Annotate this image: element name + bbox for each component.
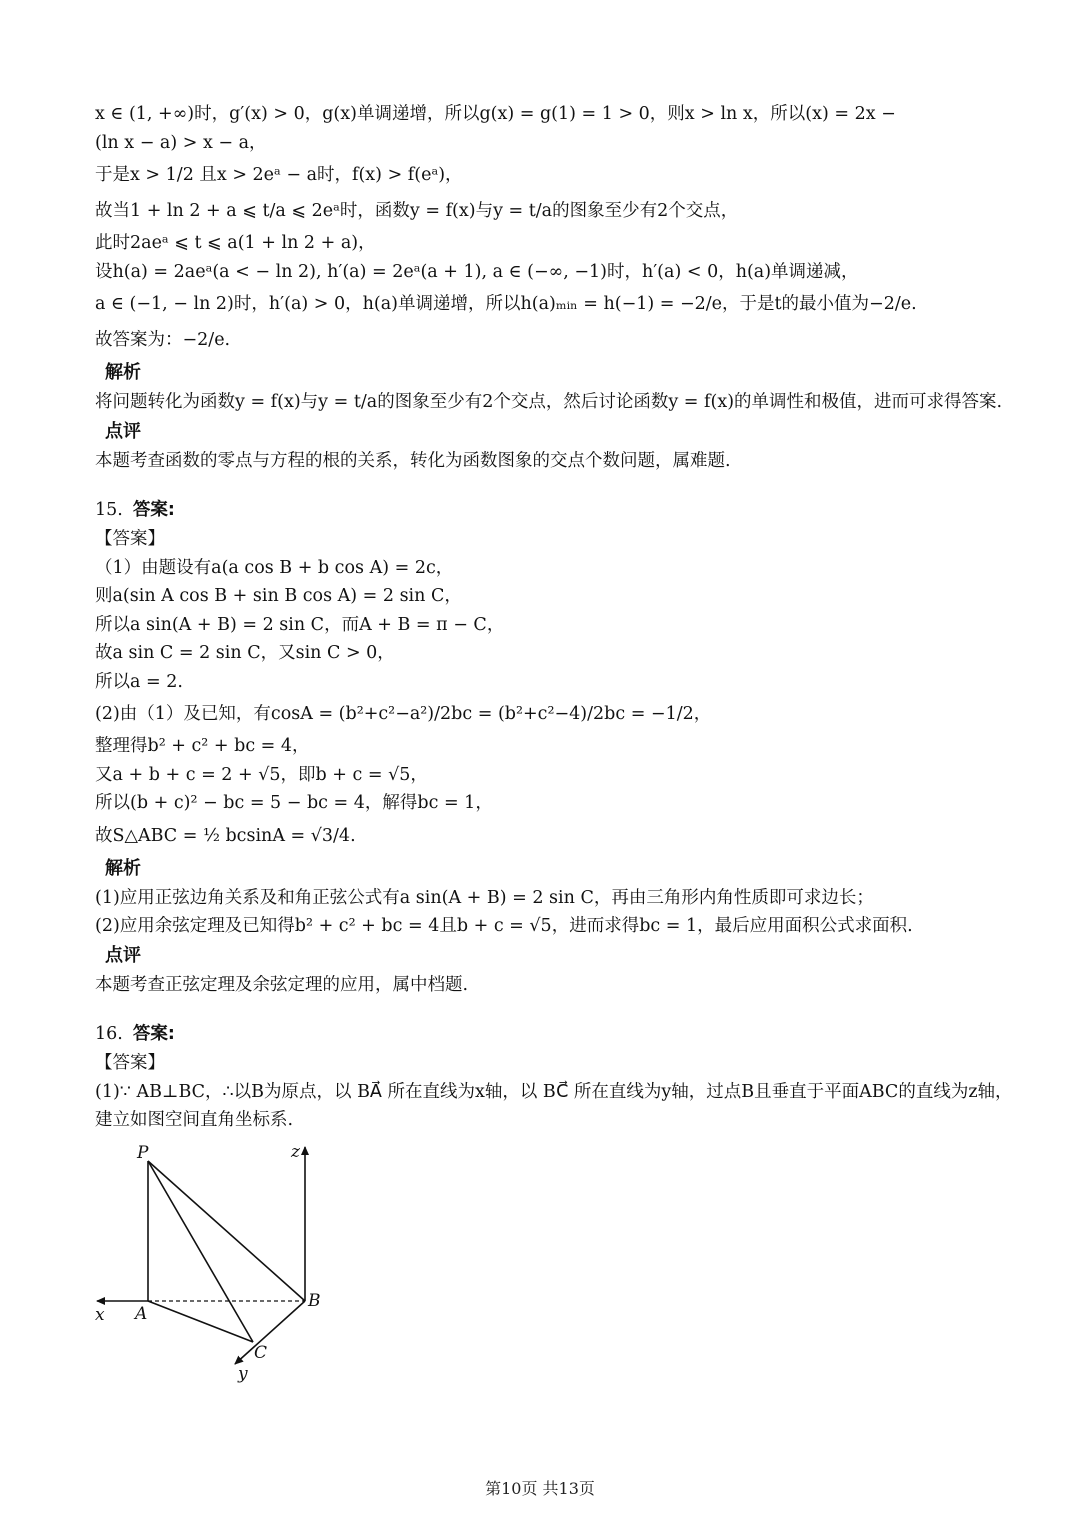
text-line: 设h(a) = 2aeᵃ(a < − ln 2), h′(a) = 2eᵃ(a + 1), a ∈ (−∞, −1)时，h′(a) < 0，h(a)单调递减， [95,261,859,282]
edge-PB [148,1161,305,1301]
label-B: B [308,1290,321,1311]
text-line: 又a + b + c = 2 + √5，即b + c = √5， [95,764,428,785]
question-title: 答案: [132,1024,175,1044]
text-line: (2)应用余弦定理及已知得b² + c² + bc = 4且b + c = √5，进而求得bc = 1，最后应用面积公式求面积. [95,916,913,936]
section-heading-jiexi: 解析 [105,857,141,879]
page-footer: 第10页 共13页 [485,1479,595,1498]
text-line: (1)应用正弦边角关系及和角正弦公式有a sin(A + B) = 2 sin C，再由三角形内角性质即可求边长； [95,887,874,908]
section-heading-dianping: 点评 [105,944,141,966]
answer-bracket: 【答案】 [95,1053,165,1073]
answer-bracket: 【答案】 [95,529,165,549]
label-x: x [95,1304,105,1325]
dianping-text: 本题考查函数的零点与方程的根的关系，转化为函数图象的交点个数问题，属难题. [95,450,731,471]
text-line: 所以(b + c)² − bc = 5 − bc = 4，解得bc = 1， [95,793,493,813]
section-heading-jiexi: 解析 [105,362,141,383]
text-line: 建立如图空间直角坐标系. [95,1110,294,1130]
question-16 [95,1019,1035,1389]
edge-AC [148,1301,253,1342]
text-line: 则a(sin A cos B + sin B cos A) = 2 sin C， [95,586,462,606]
text-line: a ∈ (−1, − ln 2)时，h′(a) > 0，h(a)单调递增，所以h(a)ₘᵢₙ = h(−1) = −2/e，于是t的最小值为−2/e. [95,294,917,314]
question-header [95,1019,1035,1049]
text-line: (2)由（1）及已知，有cosA = (b²+c²−a²)/2bc = (b²+c²−4)/2bc = −1/2， [95,704,712,724]
edge-PC [148,1161,253,1342]
label-C: C [254,1342,268,1363]
label-z: z [291,1141,300,1162]
text-line: 此时2aeᵃ ⩽ t ⩽ a(1 + ln 2 + a)， [95,233,376,253]
section-heading-dianping: 点评 [105,420,141,442]
page-content [95,100,1035,1389]
coordinate-figure [95,1139,435,1389]
text-line: 故答案为：−2/e. [95,330,231,350]
text-line: 所以a = 2. [95,671,183,692]
jiexi-text: 将问题转化为函数y = f(x)与y = t/a的图象至少有2个交点，然后讨论函数y = f(x)的单调性和极值，进而可求得答案. [95,392,1003,412]
text-line: 于是x > 1/2 且x > 2eᵃ − a时，f(x) > f(eᵃ)， [95,165,463,185]
text-line: 整理得b² + c² + bc = 4， [95,736,310,756]
text-line: (ln x − a) > x − a， [95,132,267,153]
question-15 [95,495,1035,999]
question-header [95,495,1035,525]
text-line: (1)∵ AB⊥BC，∴以B为原点，以 BA⃗ 所在直线为x轴，以 BC⃗ 所在直线为y轴，过点B且垂直于平面ABC的直线为z轴， [95,1081,1013,1102]
dianping-text: 本题考查正弦定理及余弦定理的应用，属中档题. [95,974,469,995]
text-line: x ∈ (1, +∞)时，g′(x) > 0，g(x)单调递增，所以g(x) = g(1) = 1 > 0，则x > ln x，所以(x) = 2x − [95,104,896,124]
text-line: 所以a sin(A + B) = 2 sin C，而A + B = π − C， [95,614,505,635]
y-axis [235,1301,305,1364]
question-number: 15. [95,500,123,520]
text-line: 故S△ABC = ½ bcsinA = √3/4. [95,825,356,846]
question-title: 答案: [132,500,175,520]
label-y: y [238,1363,248,1384]
question-number: 16. [95,1024,123,1044]
label-P: P [137,1142,149,1163]
text-line: （1）由题设有a(a cos B + b cos A) = 2c， [95,557,454,578]
solution-14-continued [95,100,1035,475]
text-line: 故当1 + ln 2 + a ⩽ t/a ⩽ 2eᵃ时，函数y = f(x)与y = t/a的图象至少有2个交点， [95,201,739,221]
label-A: A [135,1303,148,1324]
pyramid-diagram [95,1139,435,1389]
text-line: 故a sin C = 2 sin C，又sin C > 0， [95,643,395,663]
